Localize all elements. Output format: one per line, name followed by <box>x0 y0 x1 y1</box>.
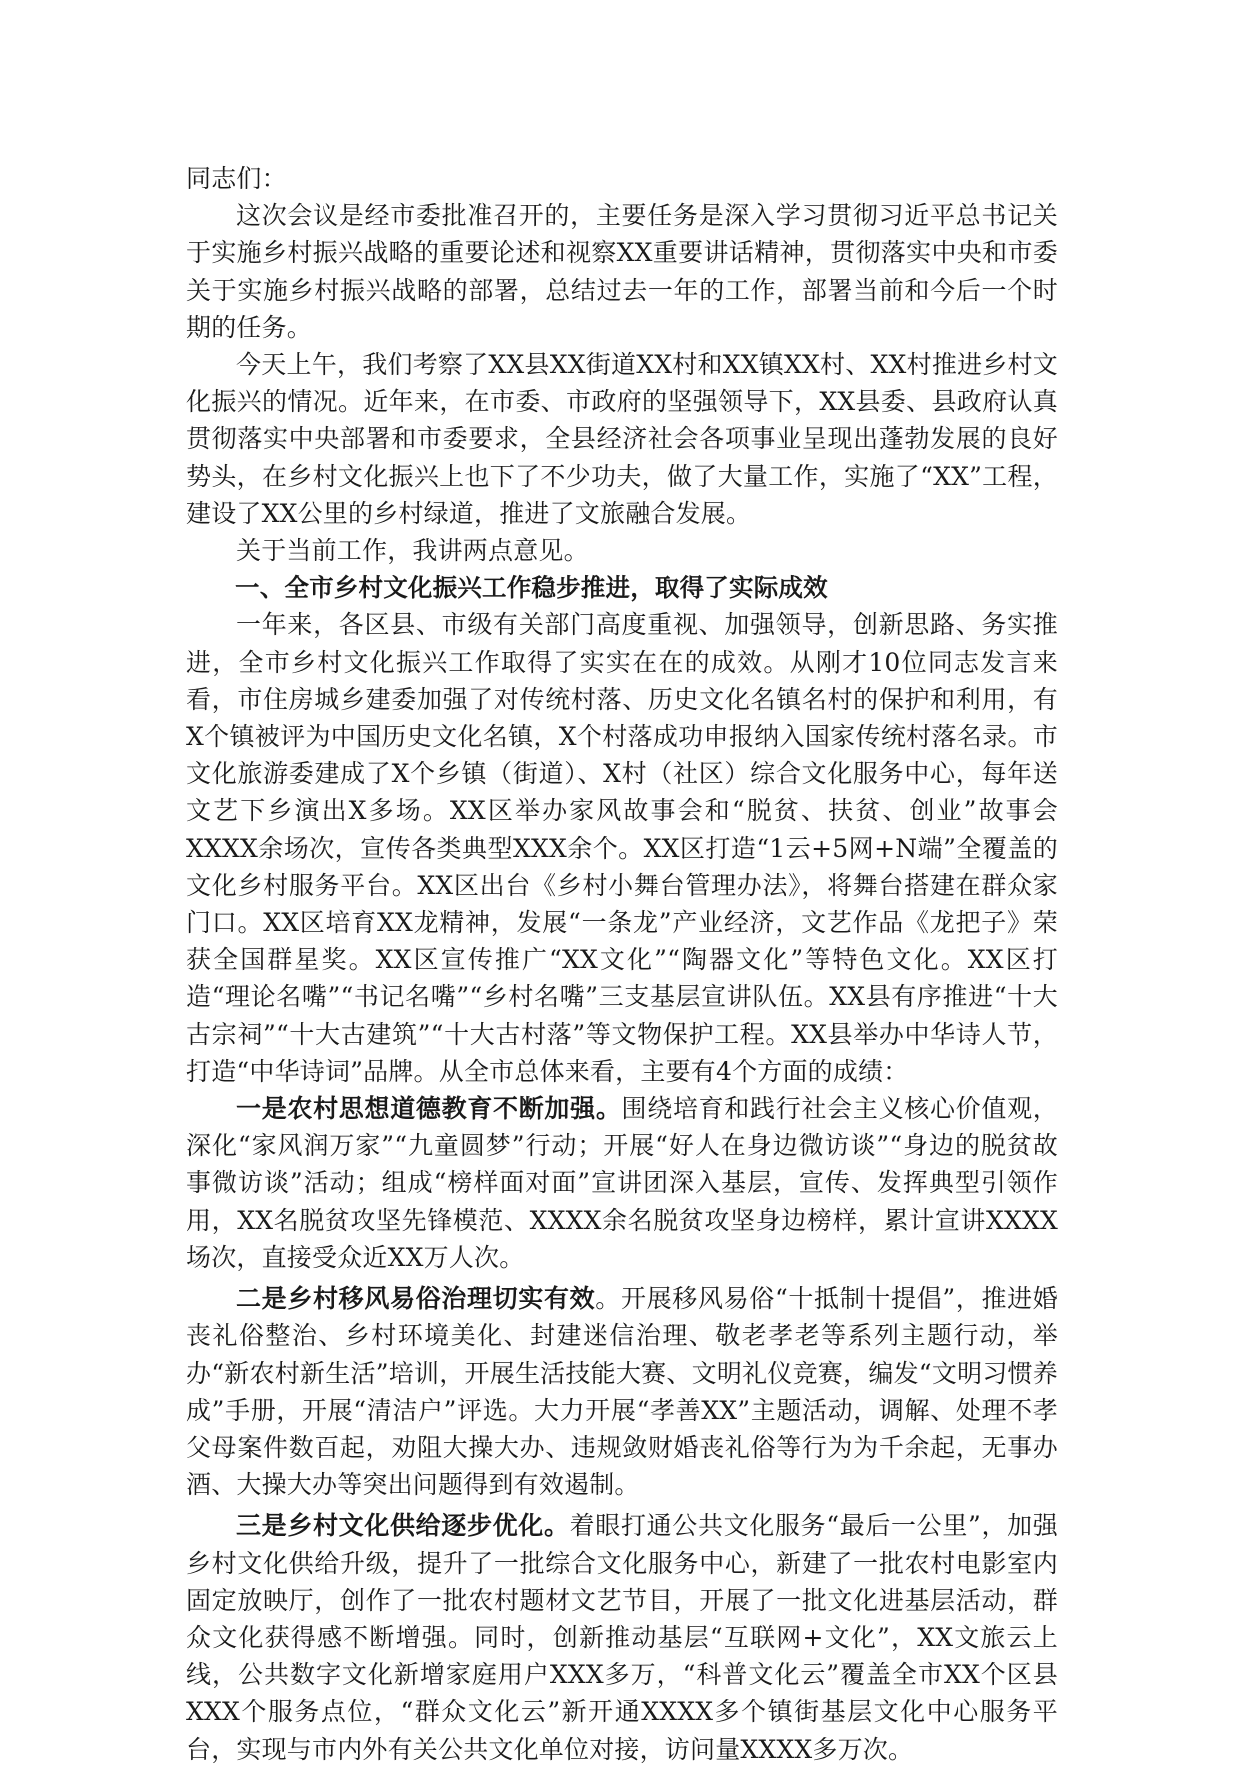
body-moral-education: 围绕培育和践行社会主义核心价值观，深化“家风润万家”“九童圆梦”行动；开展“好人在身边微访谈”“身边的脱贫故事微访谈”活动；组成“榜样面对面”宣讲团深入基层，宣传、发挥典型引领作用，XX名脱贫攻坚先锋模范、XXXX余名脱贫攻坚身边榜样，累计宣讲XXXX场次，直接受众近XX万人次。 <box>186 1094 1058 1272</box>
lead-moral-education: 一是农村思想道德教育不断加强。 <box>236 1094 622 1124</box>
paragraph-two-points: 关于当前工作，我讲两点意见。 <box>236 536 589 566</box>
body-culture-supply: 着眼打通公共文化服务“最后一公里”，加强乡村文化供给升级，提升了一批综合文化服务中心，新建了一批农村电影室内固定放映厅，创作了一批农村题材文艺节目，开展了一批文化进基层活动，群众文化获得感不断增强。同时，创新推动基层“互联网+文化”，XX文旅云上线，公共数字文化新增家庭用户XXX多万，“科普文化云”覆盖全市XX个区县XXX个服务点位，“群众文化云”新开通XXXX多个镇街基层文化中心服务平台，实现与市内外有关公共文化单位对接，访问量XXXX多万次。 <box>186 1511 1058 1764</box>
paragraph-culture-supply <box>186 1507 1058 1767</box>
salutation: 同志们： <box>186 164 287 193</box>
paragraph-achievements: 一年来，各区县、市级有关部门高度重视、加强领导，创新思路、务实推进，全市乡村文化振兴工作取得了实实在在的成效。从刚才10位同志发言来看，市住房城乡建委加强了对传统村落、历史文化名镇名村的保护和利用，有X个镇被评为中国历史文化名镇，X个村落成功申报纳入国家传统村落名录。市文化旅游委建成了X个乡镇（街道）、X村（社区）综合文化服务中心，每年送文艺下乡演出X多场。XX区举办家风故事会和“脱贫、扶贫、创业”故事会XXXX余场次，宣传各类典型XXX余个。XX区打造“1云+5网+N端”全覆盖的文化乡村服务平台。XX区出台《乡村小舞台管理办法》，将舞台搭建在群众家门口。XX区培育XX龙精神，发展“一条龙”产业经济，文艺作品《龙把子》荣获全国群星奖。XX区宣传推广“XX文化”“陶器文化”等特色文化。XX区打造“理论名嘴”“书记名嘴”“乡村名嘴”三支基层宣讲队伍。XX县有序推进“十大古宗祠”“十大古建筑”“十大古村落”等文物保护工程。XX县举办中华诗人节，打造“中华诗词”品牌。从全市总体来看，主要有4个方面的成绩： <box>186 610 1058 1086</box>
document-page <box>186 160 1058 1768</box>
lead-customs-reform: 二是乡村移风易俗治理切实有效 <box>236 1284 596 1314</box>
paragraph-moral-education <box>186 1090 1058 1276</box>
section-heading-1: 一、全市乡村文化振兴工作稳步推进，取得了实际成效 <box>235 573 828 603</box>
paragraph-customs-reform <box>186 1280 1058 1503</box>
body-customs-reform: 。开展移风易俗“十抵制十提倡”，推进婚丧礼俗整治、乡村环境美化、封建迷信治理、敬老孝老等系列主题行动，举办“新农村新生活”培训，开展生活技能大赛、文明礼仪竞赛，编发“文明习惯养成”手册，开展“清洁户”评选。大力开展“孝善XX”主题活动，调解、处理不孝父母案件数百起，劝阻大操大办、违规敛财婚丧礼俗等行为为千余起，无事办酒、大操大办等突出问题得到有效遏制。 <box>186 1284 1058 1500</box>
lead-culture-supply: 三是乡村文化供给逐步优化。 <box>236 1511 570 1541</box>
paragraph-meeting-purpose: 这次会议是经市委批准召开的，主要任务是深入学习贯彻习近平总书记关于实施乡村振兴战略的重要论述和视察XX重要讲话精神，贯彻落实中央和市委关于实施乡村振兴战略的部署，总结过去一年的工作，部署当前和今后一个时期的任务。 <box>186 201 1058 342</box>
paragraph-inspection: 今天上午，我们考察了XX县XX街道XX村和XX镇XX村、XX村推进乡村文化振兴的情况。近年来，在市委、市政府的坚强领导下，XX县委、县政府认真贯彻落实中央部署和市委要求，全县经济社会各项事业呈现出蓬勃发展的良好势头，在乡村文化振兴上也下了不少功夫，做了大量工作，实施了“XX”工程，建设了XX公里的乡村绿道，推进了文旅融合发展。 <box>186 350 1058 528</box>
